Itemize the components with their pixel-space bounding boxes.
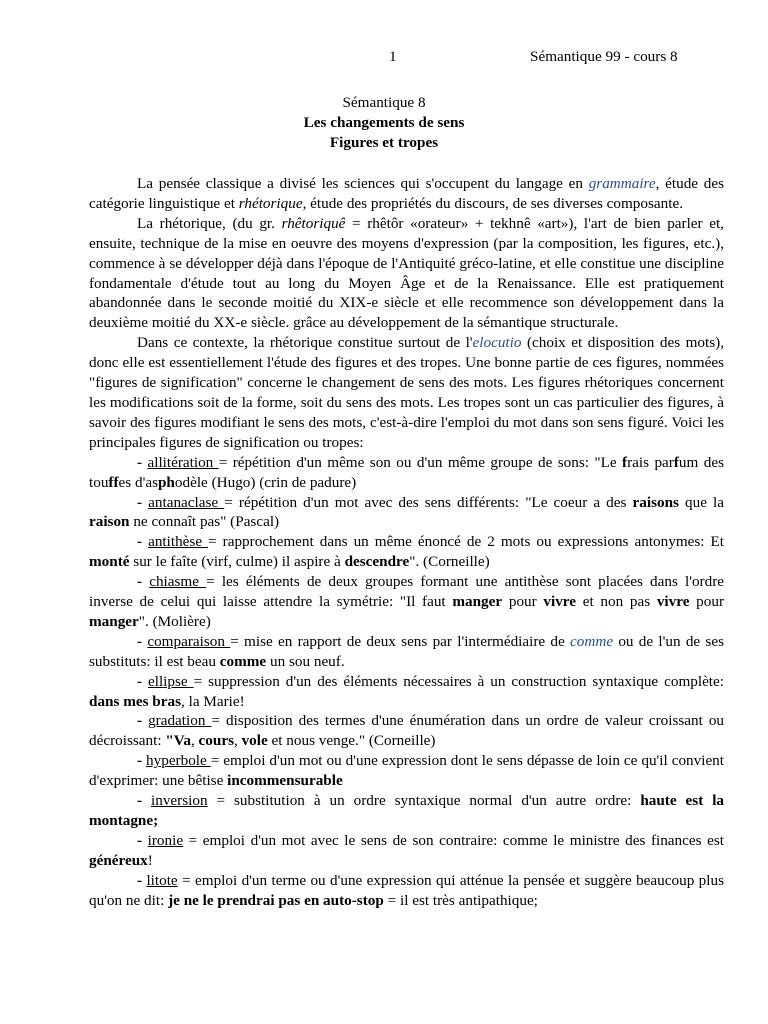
text: um des tou	[89, 453, 724, 491]
emphasis: manger	[89, 612, 139, 630]
emphasis: incommensurable	[227, 772, 343, 790]
text: ne connaît pas" (Pascal)	[129, 513, 280, 531]
emphasis: raison	[89, 513, 130, 531]
emphasis: vivre	[543, 593, 577, 611]
definition: = suppression d'un des éléments nécessaires à un construction syntaxique complète:	[193, 672, 724, 690]
text: es d'as	[118, 473, 158, 491]
paragraph-3	[89, 333, 724, 452]
dash: -	[137, 752, 147, 770]
text: pour	[502, 593, 544, 611]
list-item-antanaclase	[89, 493, 724, 533]
list-item-chiasme	[89, 572, 724, 632]
emphasis: ff	[108, 473, 119, 491]
term: comparaison	[147, 632, 231, 650]
dash: -	[137, 792, 152, 810]
text: La pensée classique a divisé les sciences qui s'occupent du langage en	[137, 175, 589, 192]
term: chiasme	[149, 573, 207, 591]
text: = il est très antipathique;	[383, 891, 538, 909]
text: ,	[233, 732, 242, 750]
list-item-comparaison	[89, 632, 724, 672]
emphasis: raisons	[632, 493, 679, 511]
emphasis: haute est la montagne;	[89, 792, 725, 829]
text: ,	[190, 732, 199, 750]
text: sur le faîte (virf, culme) il aspire à	[129, 553, 345, 571]
emphasis: je ne le prendrai pas en auto-stop	[168, 891, 384, 909]
emphasis: manger	[452, 593, 503, 611]
term: allitération	[147, 453, 219, 471]
emphasis: vivre	[656, 593, 690, 611]
definition: = emploi d'un mot avec le sens de son contraire: comme le ministre des finances est	[183, 831, 724, 849]
emphasis: f	[673, 453, 679, 471]
text: , la Marie!	[181, 692, 245, 710]
definition: = emploi d'un terme ou d'une expression qui atténue la pensée et suggère beaucoup plus qu'on ne dit:	[89, 871, 724, 909]
dash: -	[137, 871, 147, 889]
paragraph-1	[89, 174, 724, 214]
text: et non pas	[576, 593, 657, 611]
text: !	[147, 851, 153, 869]
term: litote	[146, 871, 178, 889]
body-text	[89, 174, 724, 911]
text: , étude des propriétés du discours, de ses diverses composante.	[302, 194, 683, 212]
emphasis: cours	[198, 732, 234, 750]
text: rais par	[627, 453, 674, 471]
emphasis: monté	[89, 553, 130, 571]
dash: -	[137, 632, 148, 650]
title-line-3: Figures et tropes	[329, 134, 439, 151]
text: ". (Molière)	[138, 612, 211, 630]
list-item-inversion	[89, 791, 724, 831]
text: ou de l'un de ses substituts: il est beau	[89, 632, 724, 670]
text: pour	[689, 593, 724, 611]
text: (choix et disposition des mots), donc elle est essentiellement l'étude des figures et des tropes. Une bonne partie de ces figures, nommées "figures de signification" concerne le changement de sens des mots. Les figures rhétoriques concernent les modifications soit de la forme, soit du sens des mots. Les tropes sont un cas particulier des figures, à savoir des figures modifiant le sens des mots, c'est-à-dire l'emploi du mot dans son sens figuré. Voici les principales figures de signification ou tropes:	[89, 334, 724, 451]
emphasis: généreux	[89, 851, 148, 869]
definition: = substitution à un ordre syntaxique normal d'un autre ordre:	[207, 792, 641, 810]
term: inversion	[151, 792, 208, 810]
definition: = rapprochement dans un même énoncé de 2 mots ou expressions antonymes: Et	[208, 533, 725, 551]
text: que la	[678, 493, 725, 511]
definition: = répétition d'un même son ou d'un même groupe de sons: "Le	[218, 453, 623, 471]
list-item-litote	[89, 871, 724, 911]
definition: = répétition d'un mot avec des sens différents: "Le coeur a des	[224, 493, 633, 511]
emphasis: dans mes bras	[89, 692, 181, 710]
list-item-antithese	[89, 532, 724, 572]
title-line-2: Les changements de sens	[303, 114, 465, 131]
dash: -	[137, 712, 149, 730]
definition: = emploi d'un mot ou d'une expression dont le sens dépasse de loin ce qu'il convient d'exprimer: une bêtise	[89, 752, 724, 790]
dash: -	[137, 453, 148, 471]
emphasis: f	[622, 453, 628, 471]
page-number: 1	[389, 48, 397, 65]
definition: = les éléments de deux groupes formant une antithèse sont placées dans l'ordre inverse de celui qui laisse attendre la symétrie: "Il faut	[89, 573, 724, 611]
list-item-gradation	[89, 711, 724, 751]
term-elocutio: elocutio	[472, 334, 522, 352]
emphasis: "Va	[165, 732, 191, 750]
text: = rhêtôr «orateur» + tekhnê «art»), l'art de bien parler et, ensuite, technique de la mise en oeuvre des moyens d'expression (par la composition, les figures, etc.), commence à se développer déjà dans l'époque de l'Antiquité gréco-latine, et elle constitue une discipline fondamentale d'étude tout au long du Moyen Âge et de la Renaissance. Elle est pratiquement abandonnée dans le seconde moitié du XIX-e siècle et elle recommence son développement dans la deuxième moitié du XX-e siècle. grâce au développement de la sémantique structurale.	[89, 214, 724, 332]
running-header: Sémantique 99 - cours 8	[530, 48, 678, 65]
term: gradation	[148, 712, 212, 730]
text: un sou neuf.	[266, 652, 345, 670]
dash: -	[137, 672, 148, 690]
list-item-ellipse	[89, 672, 724, 712]
list-item-hyperbole	[89, 751, 724, 791]
definition: = mise en rapport de deux sens par l'intermédiaire de	[230, 632, 571, 650]
list-item-ironie	[89, 831, 724, 871]
text: La rhétorique, (du gr.	[137, 214, 282, 232]
list-item-alliteration	[89, 453, 724, 493]
term-grammaire: grammaire	[588, 175, 656, 192]
paragraph-2	[89, 214, 724, 333]
emphasis: comme	[219, 652, 267, 670]
emphasis: ph	[157, 473, 175, 491]
text: ". (Corneille)	[409, 553, 490, 571]
title-line-1: Sémantique 8	[342, 94, 426, 111]
text: , étude des catégorie linguistique et	[89, 175, 724, 212]
emphasis: descendre	[344, 553, 410, 571]
term: hyperbole	[146, 752, 211, 770]
text: odèle (Hugo) (crin de padure)	[174, 473, 357, 491]
term: ellipse	[148, 672, 194, 690]
dash: -	[137, 831, 148, 849]
dash: -	[137, 533, 149, 551]
term: antithèse	[148, 533, 209, 551]
text: Dans ce contexte, la rhétorique constitue surtout de l'	[137, 334, 473, 352]
text: et nous venge." (Corneille)	[267, 732, 436, 750]
term-rhetorique-greek: rhêtoriquê	[281, 214, 346, 232]
definition: = disposition des termes d'une énumération dans un ordre de valeur croissant ou décroissant:	[89, 712, 725, 750]
term: ironie	[147, 831, 184, 849]
emphasis: vole	[241, 732, 268, 750]
title-block	[0, 93, 768, 153]
dash: -	[137, 493, 149, 511]
term: antanaclase	[148, 493, 225, 511]
dash: -	[137, 573, 150, 591]
italic-term: comme	[570, 632, 614, 650]
term-rhetorique: rhétorique	[238, 194, 303, 212]
